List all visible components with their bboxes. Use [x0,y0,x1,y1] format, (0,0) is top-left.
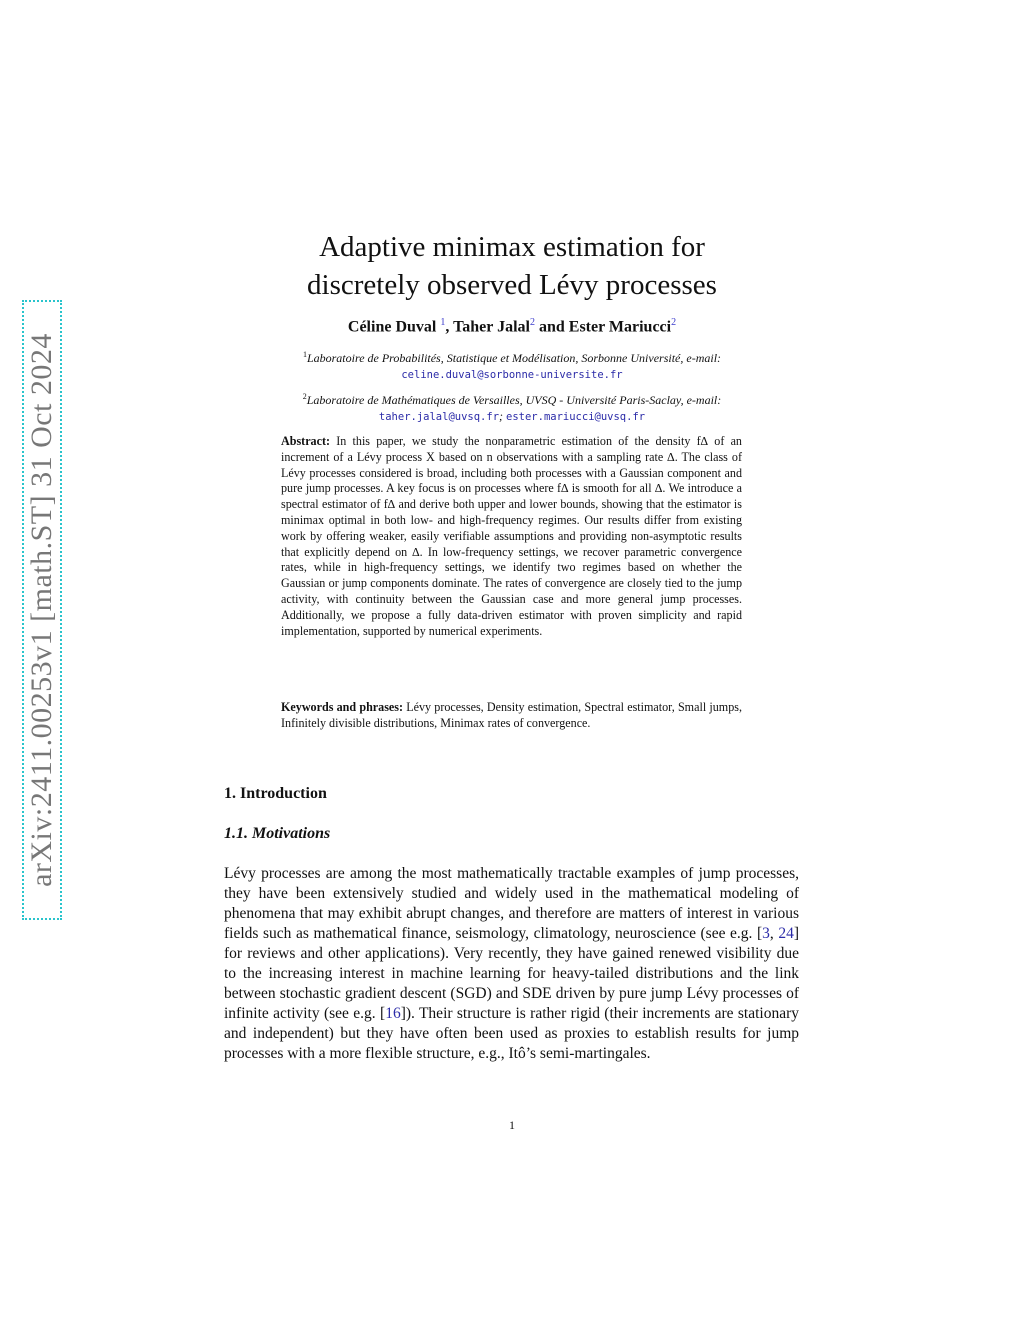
body-text: ] for reviews and other applications). Very recently, they have gained renewed visibility due to the increasing interest in machine learning for heavy-tailed distributions and the link between stochastic gradient descent (SGD) and SDE driven by pure jump Lévy processes of infinite activity (see e.g. [ [224,925,799,1022]
abstract-label: Abstract: [281,434,331,448]
author-list [200,317,824,336]
email-link[interactable]: ester.mariucci@uvsq.fr [506,411,646,423]
email-link[interactable]: celine.duval@sorbonne-universite.fr [401,369,623,381]
citation-link[interactable]: 16 [385,1005,401,1022]
citation-separator: , [769,925,779,942]
citation-link[interactable]: 3 [762,925,770,942]
abstract [281,434,742,639]
keywords-text: Lévy processes, Density estimation, Spectral estimator, Small jumps, Infinitely divisible distributions, Minimax rates of convergence. [281,700,742,730]
affiliation-mark[interactable]: 2 [671,317,677,328]
author-conjunction: and [538,318,565,336]
affiliation-mark[interactable]: 2 [529,317,535,328]
keywords [281,700,742,732]
email-link[interactable]: taher.jalal@uvsq.fr [378,411,500,423]
title-line-1: Adaptive minimax estimation for [319,231,705,263]
affiliation-text: Laboratoire de Probabilités, Statistique et Modélisation, Sorbonne Université, e-mail: [306,351,722,365]
affiliation-1 [200,347,824,383]
body-paragraph [224,864,799,1064]
author-name: Ester Mariucci [568,318,672,336]
page-number: 1 [509,1118,515,1132]
affiliation-text: Laboratoire de Mathématiques de Versailles, UVSQ - Université Paris-Saclay, e-mail: [306,393,722,407]
abstract-text: In this paper, we study the nonparametric estimation of the density f∆ of an increment of a Lévy process X based on n observations with a sampling rate ∆. The class of Lévy processes considered is broad, including both processes with a Gaussian component and pure jump processes. A key focus is on processes where f∆ is smooth for all ∆. We introduce a spectral estimator of f∆ and derive both upper and lower bounds, showing that the estimator is minimax optimal in both low- and high-frequency regimes. Our results differ from existing work by offering weaker, easily verifiable assumptions and providing non-asymptotic results that explicitly depend on ∆. In low-frequency settings, we recover parametric convergence rates, while in high-frequency settings, we identify two regimes based on whether the Gaussian or jump components dominate. The rates of convergence are closely tied to the jump activity, with continuity between the Gaussian case and more general jump processes. Additionally, we propose a fully data-driven estimator with proven simplicity and rapid implementation, supported by numerical experiments. [281,434,742,638]
body-text: ]). Their structure is rather rigid (their increments are stationary and independent) but they have often been used as proxies to establish results for jump processes with a more flexible structure, e.g., Itô’s semi-martingales. [224,1005,799,1062]
affiliation-number: 2 [302,392,307,401]
arxiv-stamp [22,300,62,920]
arxiv-identifier: arXiv:2411.00253v1 [math.ST] 31 Oct 2024 [25,333,58,887]
paper-title [200,228,824,304]
affiliation-mark[interactable]: 1 [440,317,446,328]
author-name: Taher Jalal [453,318,530,336]
author-name: Céline Duval [347,318,437,336]
affiliation-number: 1 [302,350,307,359]
subsection-heading: 1.1. Motivations [224,825,331,842]
keywords-label: Keywords and phrases: [281,700,404,714]
author-separator: , [445,318,450,336]
email-separator: ; [499,409,504,423]
body-text: Lévy processes are among the most mathematically tractable examples of jump processes, they have been extensively studied and widely used in the mathematical modeling of phenomena that may exhibit abrupt changes, and therefore are matters of interest in various fields such as mathematical finance, seismology, climatology, neuroscience (see e.g. [ [224,865,799,942]
affiliation-2 [200,389,824,425]
section-heading: 1. Introduction [224,785,327,802]
title-line-2: discretely observed Lévy processes [307,269,717,301]
citation-link[interactable]: 24 [778,925,794,942]
